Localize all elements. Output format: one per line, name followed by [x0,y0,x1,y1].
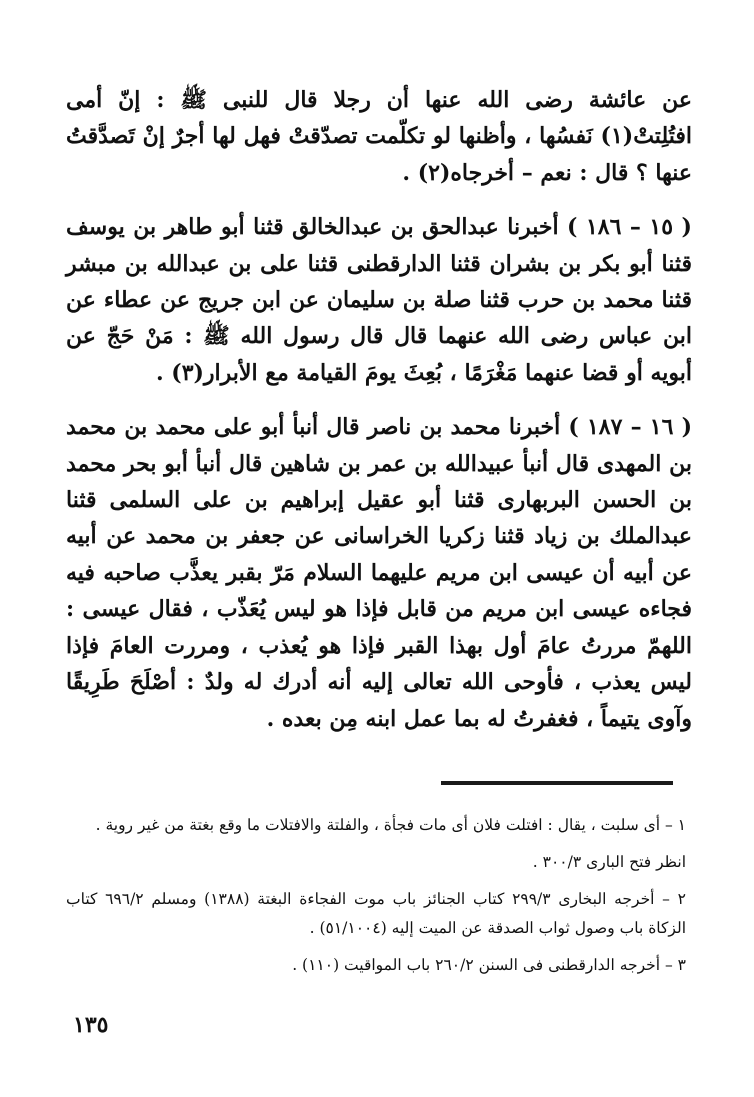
page-number: ١٣٥ [73,1012,109,1038]
main-text [66,82,692,737]
footnotes [66,811,686,988]
paragraph-hadith-186: ( ١٥ – ١٨٦ ) أخبرنا عبدالحق بن عبدالخالق قثنا أبو طاهر بن يوسف قثنا أبو بكر بن بشران قثنا الدارقطنى قثنا على بن عبدالله بن مبشر قثنا محمد بن حرب قثنا صلة بن سليمان عن ابن جريج عن عطاء عن ابن عباس رضى الله عنهما قال قال رسول الله ﷺ : مَنْ حَجّ عن أبويه أو قضا عنهما مَغْرَمًا ، بُعِثَ يومَ القيامة مع الأبرار(٣) . [66,214,692,386]
paragraph-hadith-187: ( ١٦ – ١٨٧ ) أخبرنا محمد بن ناصر قال أنبأ أبو على محمد بن محمد بن المهدى قال أنبأ عبيدالله بن عمر بن شاهين قال أنبأ أبو بحر محمد بن الحسن البربهارى قثنا أبو عقيل إبراهيم بن على السلمى قثنا عبدالملك بن زياد قثنا زكريا الخراسانى عن جعفر بن محمد عن أبيه عن أبيه أن عيسى ابن مريم عليهما السلام مَرّ بقبر يعذَّب صاحبه فيه فجاءه عيسى ابن مريم من قابل فإذا هو ليس يُعَذّب ، فقال عيسى : اللهمّ مررتُ عامَ أول بهذا القبر فإذا هو يُعذب ، ومررت العامَ فإذا ليس يعذب ، فأوحى الله تعالى إليه أنه أدرك له ولدٌ : أصْلَحَ طَرِيقًا وآوى يتيماً ، فغفرتُ له بما عمل ابنه مِن بعده . [66,414,692,732]
footnote-2: ٢ – أخرجه البخارى ٢٩٩/٣ كتاب الجنائز باب موت الفجاءة البغتة (١٣٨٨) ومسلم ٦٩٦/٢ كتاب الزكاة باب وصول ثواب الصدقة عن الميت إليه (٥١/١٠٠٤) . [66,890,686,937]
footnote-3: ٣ – أخرجه الدارقطنى فى السنن ٢٦٠/٢ باب المواقيت (١١٠) . [292,956,686,974]
footnote-1-reference: انظر فتح البارى ٣٠٠/٣ . [532,853,686,871]
footnote-1: ١ – أى سلبت ، يقال : افتلت فلان أى مات فجأة ، والفلتة والافتلات ما وقع بغتة من غير روية . [95,816,686,834]
paragraph-hadith-aisha: عن عائشة رضى الله عنها أن رجلا قال للنبى ﷺ : إنّ أمى افتُلِتتْ(١) نَفسُها ، وأظنها لو تكلّمت تصدّقتْ فهل لها أجرٌ إنْ تَصدَّقتُ عنها ؟ قال : نعم – أخرجاه(٢) . [66,87,692,186]
footnote-separator [441,781,673,785]
